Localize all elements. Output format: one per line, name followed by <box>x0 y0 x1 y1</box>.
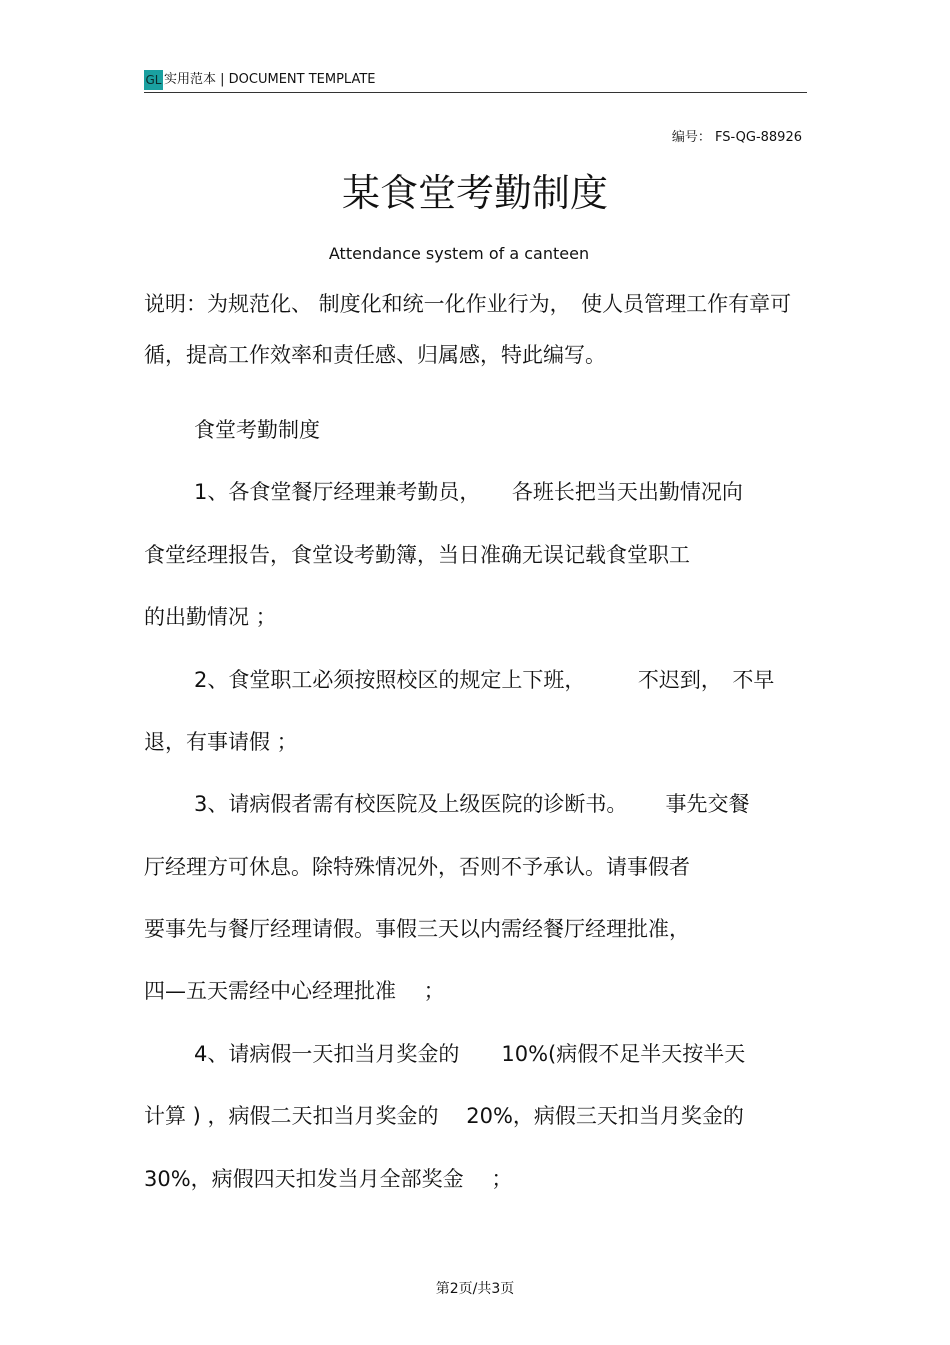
body-line: 退，有事请假 ； <box>144 730 298 754</box>
page-indicator: 第2页/共3页 <box>435 1281 515 1297</box>
section-heading: 食堂考勤制度 <box>194 418 320 442</box>
body-line: 计算 ) ，病假二天扣当月奖金的 20%，病假三天扣当月奖金的 <box>144 1104 744 1128</box>
body-line: 2、食堂职工必须按照校区的规定上下班， 不迟到， 不早 <box>194 668 775 692</box>
body-line: 四—五天需经中心经理批准 ； <box>144 979 445 1003</box>
body-line: 循，提高工作效率和责任感、归属感，特此编写。 <box>144 343 606 367</box>
body-line: 30%，病假四天扣发当月全部奖金 ； <box>144 1167 513 1191</box>
document-header <box>144 70 807 93</box>
body-line: 食堂经理报告，食堂设考勤簿，当日准确无误记载食堂职工 <box>144 543 690 567</box>
header-logo-badge: GL <box>144 70 163 90</box>
body-line: 的出勤情况 ； <box>144 605 277 629</box>
body-line: 1、各食堂餐厅经理兼考勤员， 各班长把当天出勤情况向 <box>194 480 743 504</box>
body-line: 厅经理方可休息。除特殊情况外，否则不予承认。请事假者 <box>144 855 690 879</box>
body-line: 4、请病假一天扣当月奖金的 10%(病假不足半天按半天 <box>194 1042 746 1066</box>
body-line: 说明：为规范化、 制度化和统一化作业行为， 使人员管理工作有章可 <box>144 292 792 316</box>
body-line: 3、请病假者需有校医院及上级医院的诊断书。 事先交餐 <box>194 792 750 816</box>
document-subtitle: Attendance system of a canteen <box>328 244 590 263</box>
header-text: 实用范本 | DOCUMENT TEMPLATE <box>164 72 376 87</box>
body-line: 要事先与餐厅经理请假。事假三天以内需经餐厅经理批准， <box>144 917 690 941</box>
document-title: 某食堂考勤制度 <box>341 171 608 215</box>
document-number: 编号： FS-QG-88926 <box>671 130 802 145</box>
